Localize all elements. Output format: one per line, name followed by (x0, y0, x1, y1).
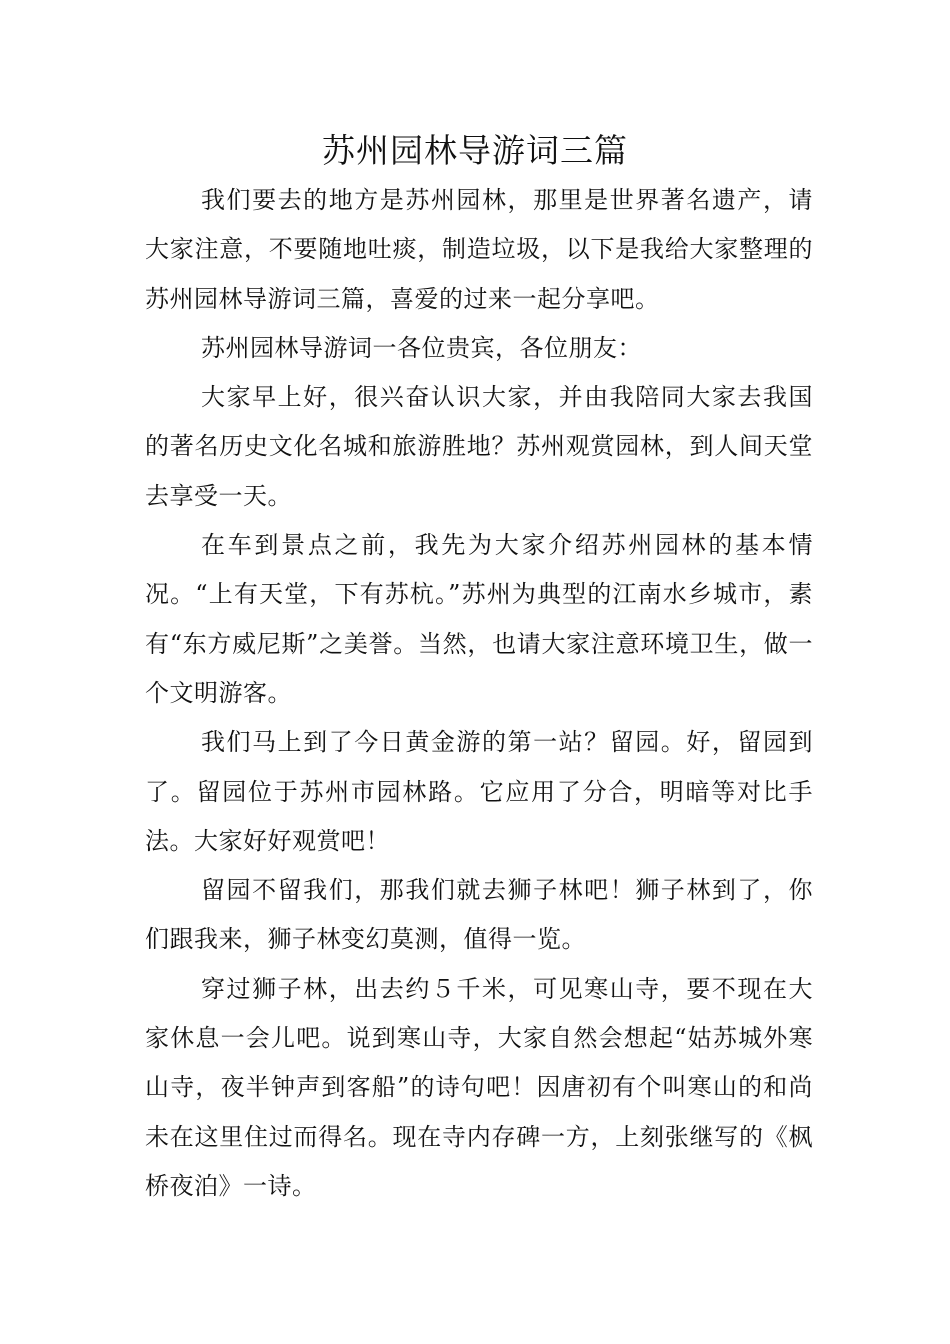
paragraph-liuyuan: 我们马上到了今日黄金游的第一站？留园。好，留园到了。留园位于苏州市园林路。它应用了分合，明暗等对比手法。大家好好观赏吧！ (145, 728, 813, 855)
paragraph-greeting: 苏州园林导游词一各位贵宾，各位朋友： (201, 333, 642, 362)
paragraph-shizilin: 留园不留我们，那我们就去狮子林吧！狮子林到了，你们跟我来，狮子林变幻莫测，值得一览。 (145, 876, 813, 954)
paragraph-welcome: 大家早上好，很兴奋认识大家，并由我陪同大家去我国的著名历史文化名城和旅游胜地？苏州观赏园林，到人间天堂去享受一天。 (145, 383, 813, 510)
paragraph-overview: 在车到景点之前，我先为大家介绍苏州园林的基本情况。“上有天堂，下有苏杭。”苏州为典型的江南水乡城市，素有“东方威尼斯”之美誉。当然，也请大家注意环境卫生，做一个文明游客。 (145, 531, 813, 707)
document-body (145, 176, 813, 1211)
paragraph-hanshansi: 穿过狮子林，出去约５千米，可见寒山寺，要不现在大家休息一会儿吧。说到寒山寺，大家自然会想起“姑苏城外寒山寺，夜半钟声到客船”的诗句吧！因唐初有个叫寒山的和尚未在这里住过而得名。现在寺内存碑一方，上刻张继写的《枫桥夜泊》一诗。 (145, 974, 813, 1200)
document-title: 苏州园林导游词三篇 (322, 131, 628, 170)
paragraph-intro: 我们要去的地方是苏州园林，那里是世界著名遗产，请大家注意，不要随地吐痰，制造垃圾，以下是我给大家整理的苏州园林导游词三篇，喜爱的过来一起分享吧。 (145, 186, 813, 313)
